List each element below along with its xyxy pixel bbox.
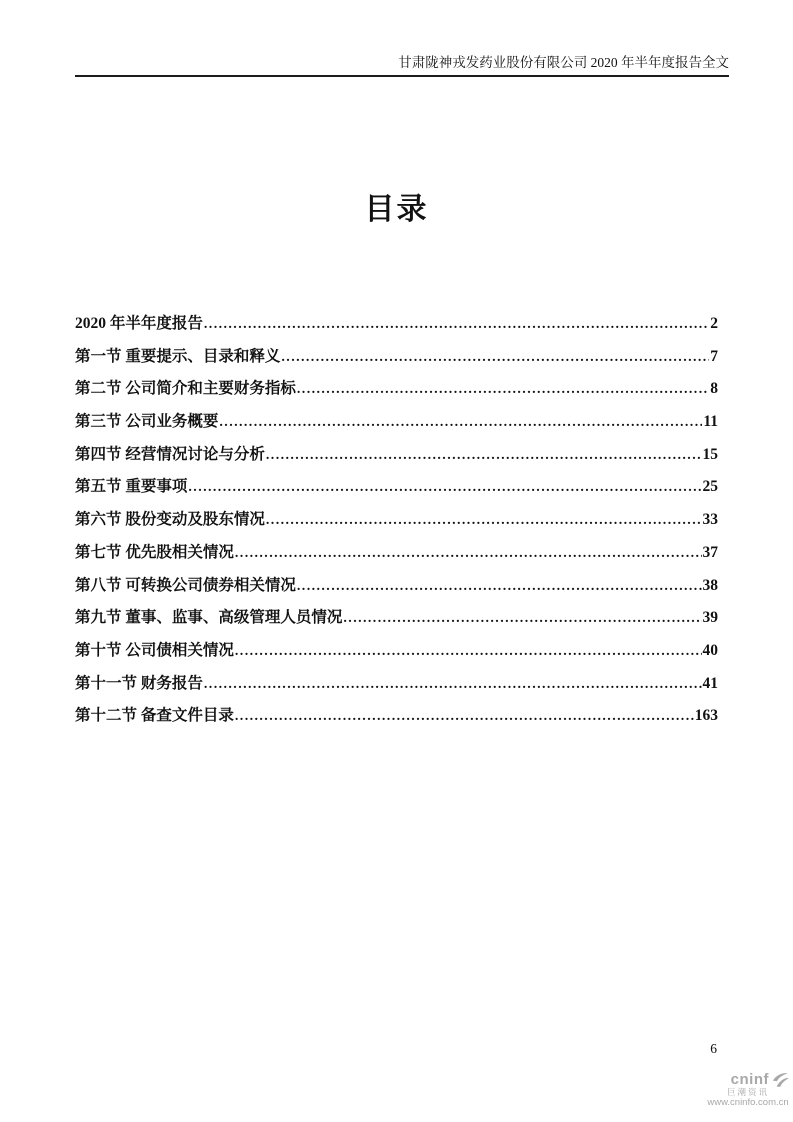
toc-entry[interactable]: [75, 540, 718, 573]
toc-dotted-leader: [235, 644, 702, 660]
toc-entry-label: 第一节 重要提示、目录和释义: [75, 347, 281, 365]
page-number: 6: [710, 1041, 717, 1056]
toc-entry[interactable]: [75, 573, 718, 606]
toc-entry-label: 第三节 公司业务概要: [75, 413, 219, 431]
toc-entry-page-number: 8: [710, 380, 718, 398]
toc-title: 目录: [364, 193, 429, 226]
toc-entry[interactable]: [75, 703, 718, 736]
toc-dotted-leader: [266, 513, 702, 529]
toc-entry[interactable]: [75, 638, 718, 671]
toc-entry[interactable]: [75, 507, 718, 540]
toc-dotted-leader: [297, 382, 709, 398]
toc-entry[interactable]: [75, 474, 718, 507]
toc-entry-label: 2020 年半年度报告: [75, 315, 203, 332]
toc-entry-page-number: 40: [702, 641, 718, 659]
toc-dotted-leader: [204, 317, 709, 333]
toc-dotted-leader: [219, 415, 702, 431]
toc-entry-page-number: 163: [694, 707, 718, 725]
toc-dotted-leader: [235, 709, 694, 725]
toc-entry-page-number: 25: [702, 478, 718, 496]
toc-entry-label: 第八节 可转换公司债券相关情况: [75, 576, 296, 594]
toc-entry[interactable]: [75, 671, 718, 704]
toc-entry[interactable]: [75, 605, 718, 638]
cninfo-chinese-name: 巨潮资讯: [726, 1087, 769, 1097]
toc-entry[interactable]: [75, 442, 718, 475]
toc-entry-label: 第二节 公司简介和主要财务指标: [75, 380, 296, 398]
toc-entry[interactable]: [75, 344, 718, 377]
toc-entry[interactable]: [75, 409, 718, 442]
toc-entry-label: 第四节 经营情况讨论与分析: [75, 445, 265, 463]
toc-entry-page-number: 2: [710, 315, 718, 332]
toc-entry[interactable]: [75, 311, 718, 344]
toc-dotted-leader: [204, 677, 702, 693]
report-header: 甘肃陇神戎发药业股份有限公司 2020 年半年度报告全文: [75, 54, 729, 77]
toc-entry-label: 第十一节 财务报告: [75, 674, 203, 692]
table-of-contents: [75, 311, 718, 736]
toc-entry-page-number: 33: [702, 511, 718, 529]
toc-entry-label: 第六节 股份变动及股东情况: [75, 511, 265, 529]
toc-dotted-leader: [266, 448, 702, 464]
cninfo-watermark: [706, 1071, 790, 1109]
toc-entry-page-number: 41: [702, 674, 718, 692]
toc-entry-page-number: 38: [702, 576, 718, 594]
toc-dotted-leader: [343, 611, 701, 627]
toc-entry-label: 第十节 公司债相关情况: [75, 641, 234, 659]
toc-entry-page-number: 39: [702, 609, 718, 627]
toc-entry-label: 第五节 重要事项: [75, 478, 188, 496]
cninfo-brand-text: cninf: [730, 1071, 769, 1089]
cninfo-swoosh-icon: [770, 1071, 790, 1089]
toc-dotted-leader: [281, 350, 709, 366]
toc-dotted-leader: [188, 480, 701, 496]
toc-entry[interactable]: [75, 376, 718, 409]
toc-entry-page-number: 37: [702, 543, 718, 561]
toc-entry-page-number: 7: [710, 347, 718, 365]
toc-dotted-leader: [235, 546, 702, 562]
toc-entry-page-number: 11: [703, 413, 718, 431]
toc-entry-page-number: 15: [702, 445, 718, 463]
cninfo-url: www.cninfo.com.cn: [707, 1096, 789, 1108]
toc-entry-label: 第七节 优先股相关情况: [75, 543, 234, 561]
toc-dotted-leader: [297, 579, 702, 595]
toc-entry-label: 第十二节 备查文件目录: [75, 707, 234, 725]
toc-entry-label: 第九节 董事、监事、高级管理人员情况: [75, 609, 343, 627]
